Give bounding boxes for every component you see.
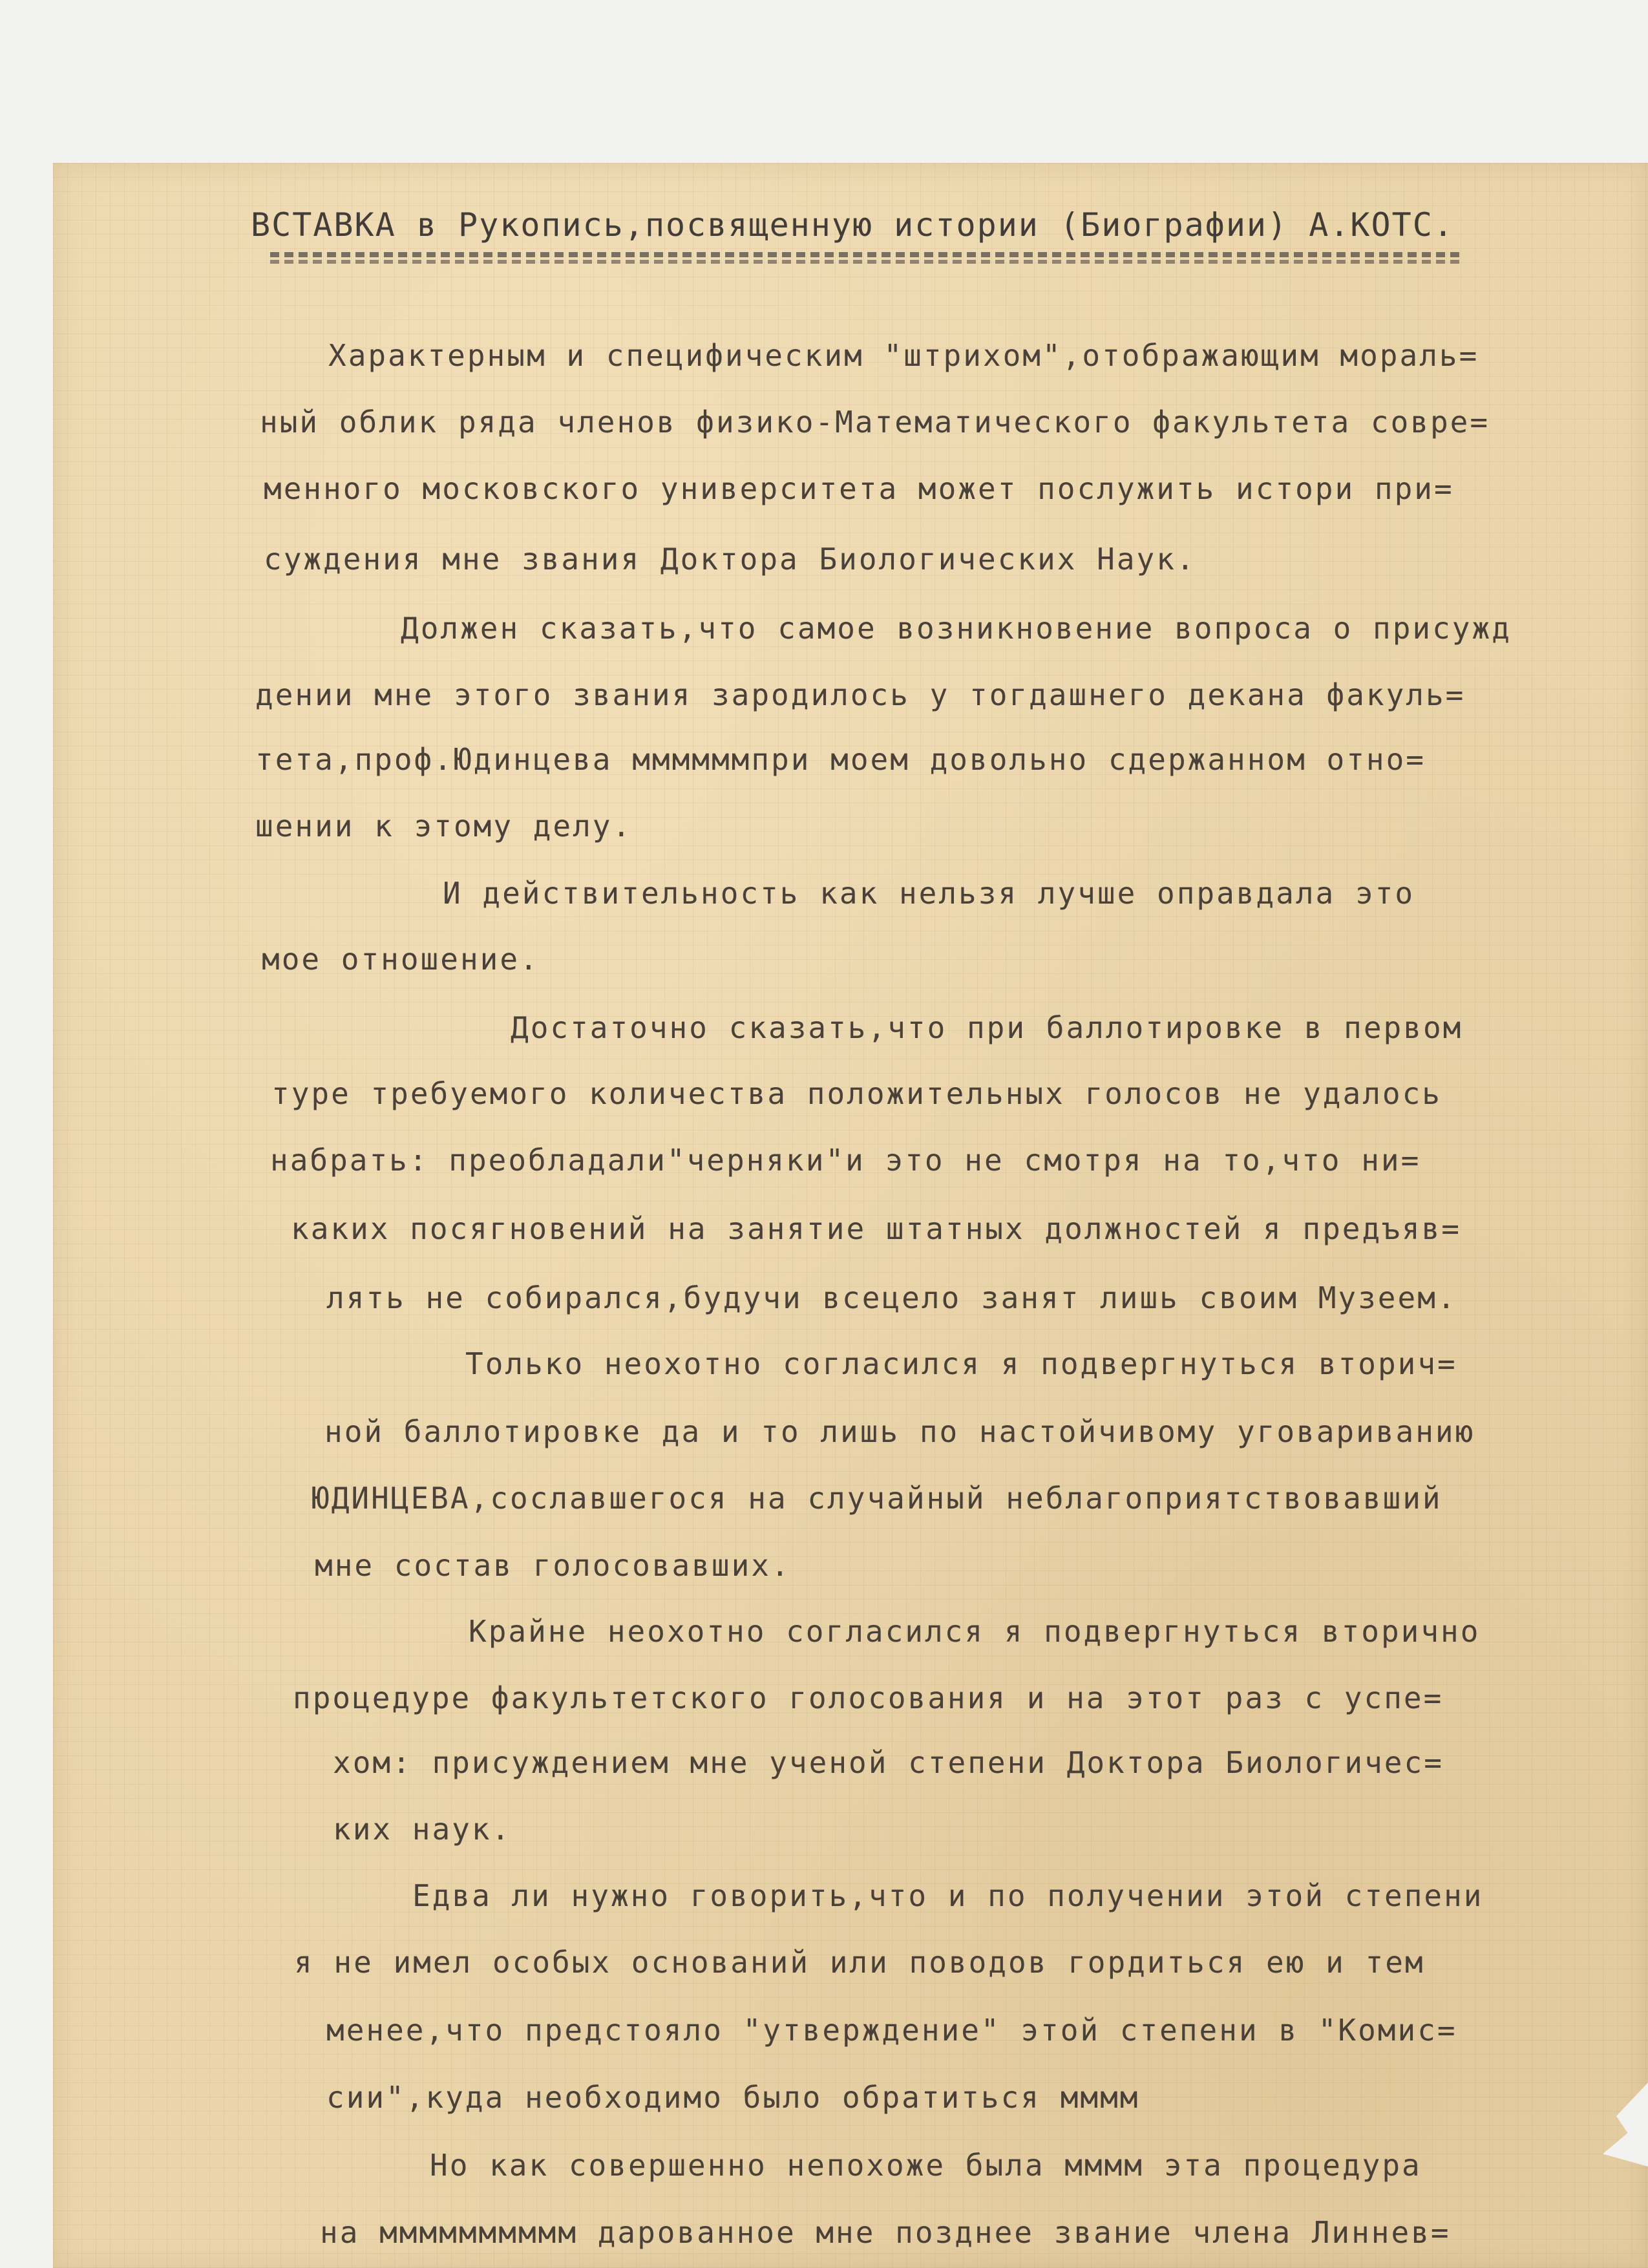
text-line: хом: присуждением мне ученой степени Доктора Биологичес= [333, 1745, 1444, 1780]
document-title: ВСТАВКА в Рукопись,посвященную истории (Биографии) А.КОТС. [251, 206, 1454, 244]
text-line: Крайне неохотно согласился я подвергнуться вторично [469, 1614, 1481, 1649]
text-line: Но как совершенно непохоже была мммм эта процедура [430, 2148, 1422, 2183]
text-line: набрать: преобладали"черняки"и это не смотря на то,что ни= [270, 1143, 1421, 1178]
text-line: сии",куда необходимо было обратиться мммм [326, 2080, 1140, 2115]
text-line: каких посягновений на занятие штатных должностей я предъяв= [291, 1211, 1461, 1246]
text-line: тета,проф.Юдинцева ммммммпри моем довольно сдержанном отно= [255, 742, 1426, 777]
text-line: Характерным и специфическим "штрихом",отображающим мораль= [328, 338, 1479, 373]
torn-edge [1603, 2083, 1648, 2167]
text-line: процедуре факультетского голосования и на этот раз с успе= [293, 1680, 1444, 1715]
text-line: Должен сказать,что самое возникновение вопроса о присужд [401, 611, 1512, 646]
text-line: Только неохотно согласился я подвергнуться вторич= [465, 1346, 1457, 1381]
text-line: мое отношение. [262, 942, 540, 977]
text-line: менного московского университета может послужить истори при= [264, 471, 1454, 506]
text-line: на мммммммммм дарованное мне позднее звание члена Линнев= [320, 2215, 1451, 2250]
text-line: ЮДИНЦЕВА,сославшегося на случайный неблагоприятствовавший [312, 1481, 1442, 1516]
text-line: Достаточно сказать,что при баллотировке в первом [511, 1010, 1463, 1045]
text-line: Едва ли нужно говорить,что и по получении этой степени [412, 1878, 1484, 1913]
text-line: ких наук. [333, 1812, 512, 1847]
text-line: я не имел особых оснований или поводов гордиться ею и тем [294, 1945, 1425, 1980]
text-line: туре требуемого количества положительных голосов не удалось [271, 1076, 1442, 1111]
text-line: И действительность как нельзя лучше оправдала это [443, 876, 1415, 911]
text-line: мне состав голосовавших. [315, 1548, 791, 1583]
text-line: суждения мне звания Доктора Биологических Наук. [264, 542, 1196, 577]
text-line: шении к этому делу. [255, 809, 633, 843]
title-underline [270, 252, 1463, 257]
text-line: менее,что предстояло "утверждение" этой степени в "Комис= [326, 2013, 1457, 2048]
text-line: дении мне этого звания зародилось у тогдашнего декана факуль= [255, 677, 1466, 712]
text-line: ной баллотировке да и то лишь по настойчивому уговариванию [324, 1414, 1475, 1449]
text-line: лять не собирался,будучи всецело занят лишь своим Музеем. [326, 1280, 1457, 1315]
text-line: ный облик ряда членов физико-Математического факультета совре= [260, 405, 1490, 440]
